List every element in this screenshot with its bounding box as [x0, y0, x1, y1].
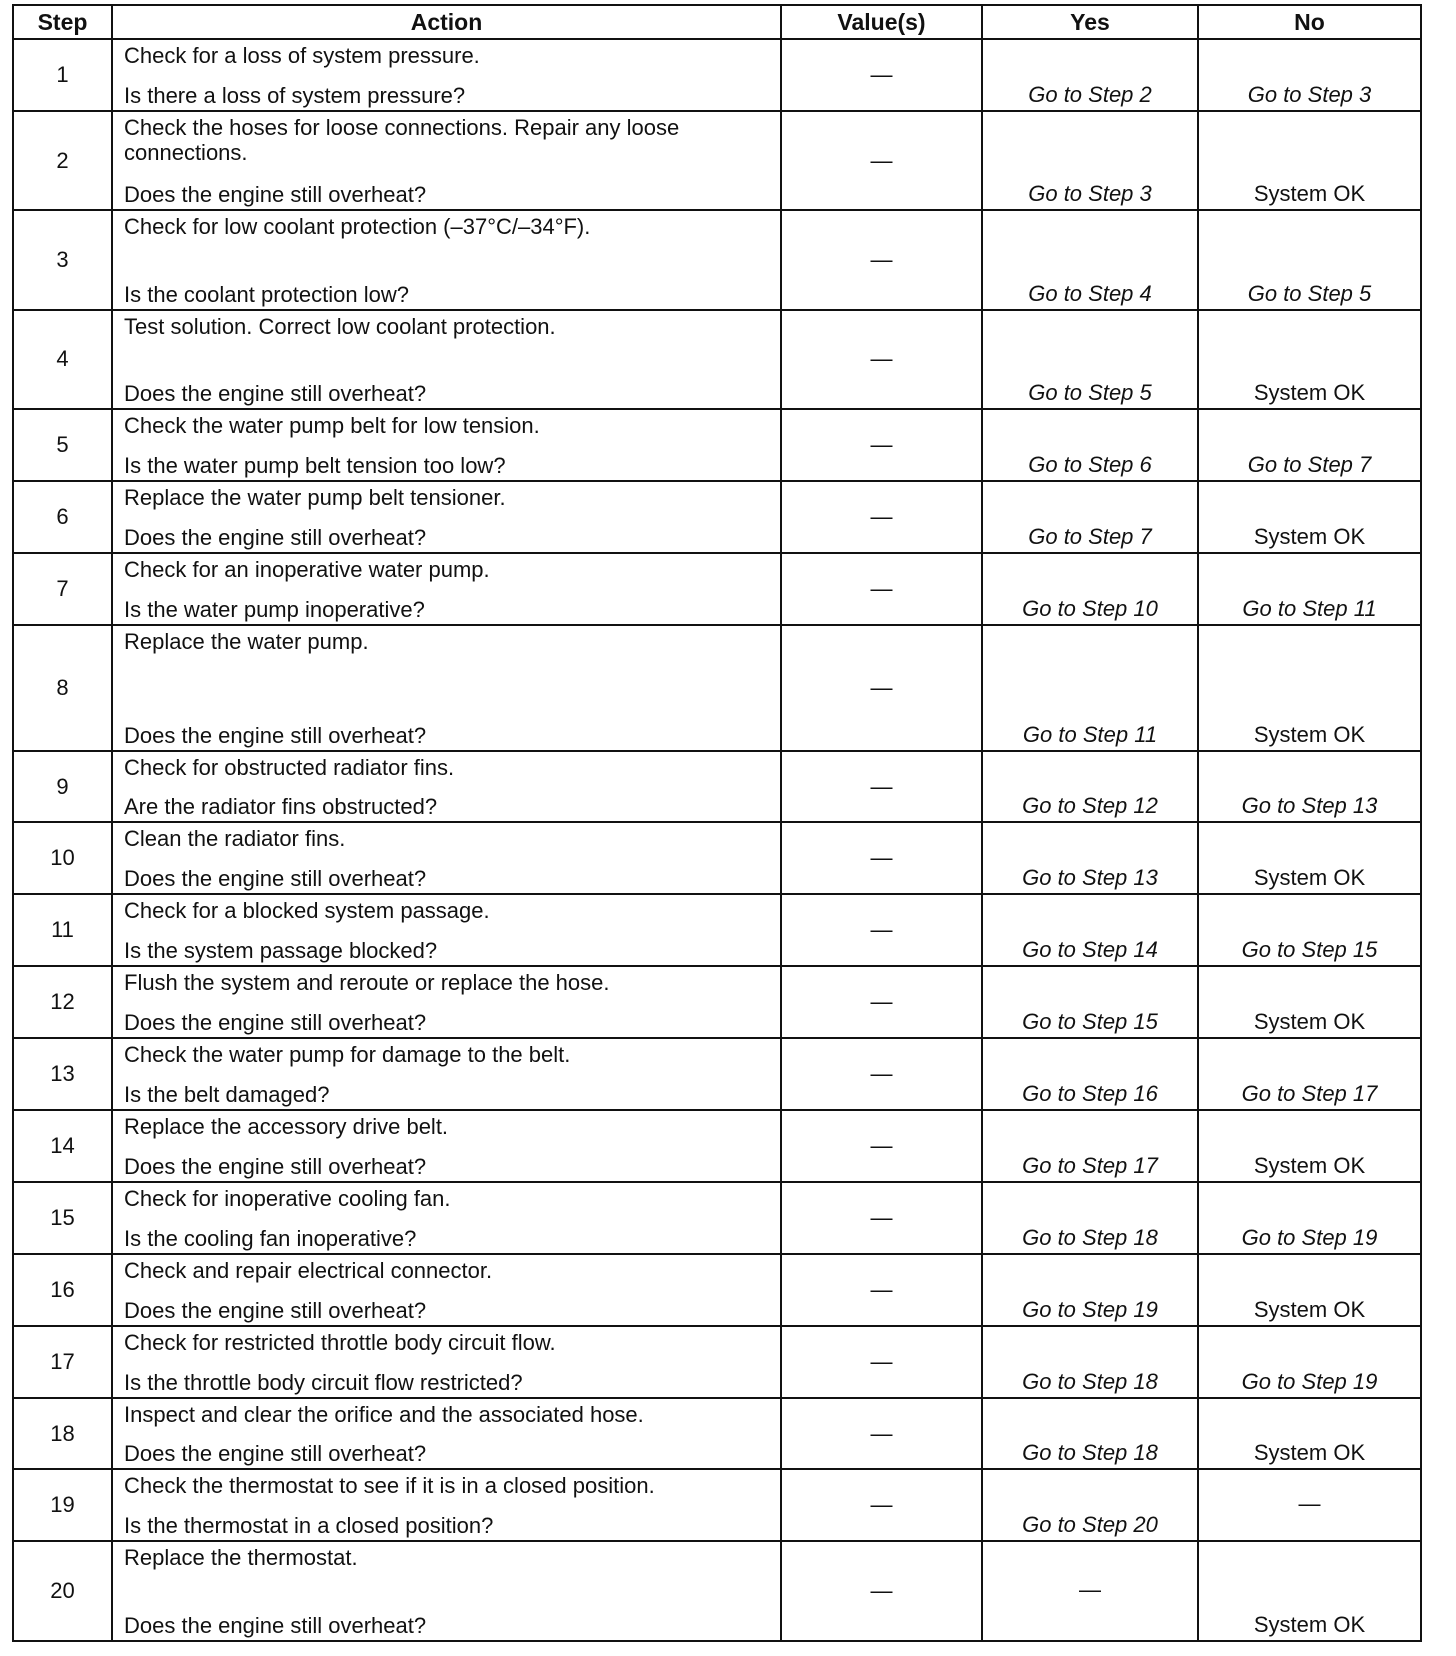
table-row	[13, 1398, 1421, 1470]
table-row	[13, 751, 1421, 823]
action-cell	[112, 625, 781, 751]
no-outcome: Go to Step 19	[1198, 1182, 1421, 1254]
step-number: 14	[13, 1110, 112, 1182]
table-row	[13, 1110, 1421, 1182]
action-text: Check for a blocked system passage.	[124, 898, 490, 924]
header-no: No	[1198, 5, 1421, 39]
action-question: Is there a loss of system pressure?	[124, 82, 466, 108]
header-yes: Yes	[982, 5, 1198, 39]
no-outcome: System OK	[1198, 822, 1421, 894]
header-action: Action	[112, 5, 781, 39]
action-text: Check and repair electrical connector.	[124, 1257, 493, 1283]
no-outcome: System OK	[1198, 1110, 1421, 1182]
value-cell: —	[781, 481, 982, 553]
no-outcome: Go to Step 13	[1198, 751, 1421, 823]
action-question: Does the engine still overheat?	[124, 1297, 427, 1323]
action-text: Check for an inoperative water pump.	[124, 556, 490, 582]
yes-outcome: Go to Step 16	[982, 1038, 1198, 1110]
value-cell: —	[781, 210, 982, 309]
value-cell: —	[781, 553, 982, 625]
action-text: Check the water pump belt for low tension.	[124, 413, 540, 439]
yes-outcome: Go to Step 11	[982, 625, 1198, 751]
yes-outcome: Go to Step 4	[982, 210, 1198, 309]
value-cell: —	[781, 751, 982, 823]
action-question: Does the engine still overheat?	[124, 381, 427, 407]
step-number: 6	[13, 481, 112, 553]
action-text: Clean the radiator fins.	[124, 826, 346, 852]
value-cell: —	[781, 1038, 982, 1110]
action-question: Is the cooling fan inoperative?	[124, 1225, 417, 1251]
action-text: Check the hoses for loose connections. Repair any loose connections.	[124, 114, 680, 165]
table-row	[13, 894, 1421, 966]
diagnostic-table	[12, 4, 1422, 1642]
action-question: Does the engine still overheat?	[124, 722, 427, 748]
step-number: 9	[13, 751, 112, 823]
action-question: Does the engine still overheat?	[124, 1613, 427, 1638]
no-outcome: System OK	[1198, 1541, 1421, 1641]
action-cell	[112, 1398, 781, 1470]
action-cell	[112, 481, 781, 553]
action-cell	[112, 111, 781, 210]
no-outcome: Go to Step 3	[1198, 39, 1421, 111]
action-cell	[112, 310, 781, 409]
action-question: Does the engine still overheat?	[124, 1441, 427, 1467]
action-question: Is the throttle body circuit flow restricted?	[124, 1369, 523, 1395]
action-cell	[112, 966, 781, 1038]
no-outcome: System OK	[1198, 111, 1421, 210]
value-cell: —	[781, 966, 982, 1038]
header-row	[13, 5, 1421, 39]
action-text: Replace the thermostat.	[124, 1545, 358, 1571]
no-outcome: System OK	[1198, 1398, 1421, 1470]
action-cell	[112, 1541, 781, 1641]
value-cell: —	[781, 625, 982, 751]
table-row	[13, 1326, 1421, 1398]
action-question: Is the system passage blocked?	[124, 938, 438, 964]
value-cell: —	[781, 310, 982, 409]
action-cell	[112, 210, 781, 309]
table-row	[13, 1541, 1421, 1641]
table-row	[13, 966, 1421, 1038]
table-row	[13, 409, 1421, 481]
step-number: 13	[13, 1038, 112, 1110]
action-cell	[112, 39, 781, 111]
yes-outcome: Go to Step 19	[982, 1254, 1198, 1326]
yes-outcome: Go to Step 7	[982, 481, 1198, 553]
no-outcome: System OK	[1198, 310, 1421, 409]
value-cell: —	[781, 822, 982, 894]
step-number: 10	[13, 822, 112, 894]
step-number: 15	[13, 1182, 112, 1254]
yes-outcome: Go to Step 18	[982, 1398, 1198, 1470]
table-row	[13, 310, 1421, 409]
no-outcome: Go to Step 19	[1198, 1326, 1421, 1398]
action-cell	[112, 1110, 781, 1182]
action-text: Check for inoperative cooling fan.	[124, 1185, 451, 1211]
no-outcome: Go to Step 5	[1198, 210, 1421, 309]
step-number: 1	[13, 39, 112, 111]
step-number: 19	[13, 1469, 112, 1541]
table-row	[13, 625, 1421, 751]
value-cell: —	[781, 1326, 982, 1398]
step-number: 11	[13, 894, 112, 966]
action-question: Does the engine still overheat?	[124, 1153, 427, 1179]
table-row	[13, 111, 1421, 210]
action-cell	[112, 894, 781, 966]
yes-outcome: —	[982, 1541, 1198, 1641]
yes-outcome: Go to Step 13	[982, 822, 1198, 894]
no-outcome: Go to Step 15	[1198, 894, 1421, 966]
header-value: Value(s)	[781, 5, 982, 39]
header-step: Step	[13, 5, 112, 39]
action-text: Replace the water pump.	[124, 628, 369, 654]
step-number: 16	[13, 1254, 112, 1326]
value-cell: —	[781, 1398, 982, 1470]
yes-outcome: Go to Step 14	[982, 894, 1198, 966]
table-row	[13, 1038, 1421, 1110]
step-number: 5	[13, 409, 112, 481]
action-question: Does the engine still overheat?	[124, 182, 427, 208]
table-row	[13, 481, 1421, 553]
yes-outcome: Go to Step 20	[982, 1469, 1198, 1541]
value-cell: —	[781, 1469, 982, 1541]
step-number: 8	[13, 625, 112, 751]
action-cell	[112, 822, 781, 894]
no-outcome: System OK	[1198, 1254, 1421, 1326]
action-text: Check for restricted throttle body circuit flow.	[124, 1329, 556, 1355]
action-text: Check for low coolant protection (–37°C/–34°F).	[124, 214, 591, 240]
table-row	[13, 553, 1421, 625]
diagnostic-table-container	[12, 4, 1420, 1642]
value-cell: —	[781, 894, 982, 966]
yes-outcome: Go to Step 17	[982, 1110, 1198, 1182]
action-question: Is the water pump inoperative?	[124, 596, 425, 622]
action-text: Replace the accessory drive belt.	[124, 1114, 449, 1140]
action-text: Test solution. Correct low coolant protection.	[124, 313, 556, 339]
yes-outcome: Go to Step 12	[982, 751, 1198, 823]
action-cell	[112, 1326, 781, 1398]
yes-outcome: Go to Step 5	[982, 310, 1198, 409]
no-outcome: System OK	[1198, 625, 1421, 751]
yes-outcome: Go to Step 2	[982, 39, 1198, 111]
action-question: Is the coolant protection low?	[124, 281, 409, 307]
action-cell	[112, 1254, 781, 1326]
table-row	[13, 1182, 1421, 1254]
action-cell	[112, 409, 781, 481]
table-row	[13, 210, 1421, 309]
action-text: Check the thermostat to see if it is in a closed position.	[124, 1473, 655, 1499]
action-text: Flush the system and reroute or replace the hose.	[124, 970, 610, 996]
action-text: Replace the water pump belt tensioner.	[124, 484, 506, 510]
value-cell: —	[781, 39, 982, 111]
table-row	[13, 1469, 1421, 1541]
no-outcome: —	[1198, 1469, 1421, 1541]
action-question: Does the engine still overheat?	[124, 866, 427, 892]
table-row	[13, 1254, 1421, 1326]
step-number: 2	[13, 111, 112, 210]
yes-outcome: Go to Step 10	[982, 553, 1198, 625]
no-outcome: Go to Step 7	[1198, 409, 1421, 481]
value-cell: —	[781, 409, 982, 481]
step-number: 18	[13, 1398, 112, 1470]
action-cell	[112, 751, 781, 823]
action-cell	[112, 553, 781, 625]
step-number: 4	[13, 310, 112, 409]
action-question: Is the water pump belt tension too low?	[124, 452, 506, 478]
action-question: Does the engine still overheat?	[124, 1010, 427, 1036]
step-number: 20	[13, 1541, 112, 1641]
step-number: 12	[13, 966, 112, 1038]
action-cell	[112, 1182, 781, 1254]
yes-outcome: Go to Step 18	[982, 1326, 1198, 1398]
action-text: Inspect and clear the orifice and the associated hose.	[124, 1401, 644, 1427]
action-text: Check for obstructed radiator fins.	[124, 754, 455, 780]
action-question: Are the radiator fins obstructed?	[124, 794, 438, 820]
value-cell: —	[781, 1110, 982, 1182]
step-number: 3	[13, 210, 112, 309]
no-outcome: System OK	[1198, 966, 1421, 1038]
table-row	[13, 39, 1421, 111]
yes-outcome: Go to Step 6	[982, 409, 1198, 481]
value-cell: —	[781, 111, 982, 210]
action-cell	[112, 1469, 781, 1541]
action-cell	[112, 1038, 781, 1110]
value-cell: —	[781, 1254, 982, 1326]
step-number: 7	[13, 553, 112, 625]
yes-outcome: Go to Step 3	[982, 111, 1198, 210]
action-text: Check the water pump for damage to the belt.	[124, 1042, 571, 1068]
action-text: Check for a loss of system pressure.	[124, 43, 480, 68]
no-outcome: Go to Step 17	[1198, 1038, 1421, 1110]
action-question: Is the belt damaged?	[124, 1082, 330, 1108]
no-outcome: System OK	[1198, 481, 1421, 553]
no-outcome: Go to Step 11	[1198, 553, 1421, 625]
action-question: Does the engine still overheat?	[124, 524, 427, 550]
action-question: Is the thermostat in a closed position?	[124, 1513, 494, 1539]
table-row	[13, 822, 1421, 894]
value-cell: —	[781, 1182, 982, 1254]
yes-outcome: Go to Step 15	[982, 966, 1198, 1038]
value-cell: —	[781, 1541, 982, 1641]
step-number: 17	[13, 1326, 112, 1398]
yes-outcome: Go to Step 18	[982, 1182, 1198, 1254]
